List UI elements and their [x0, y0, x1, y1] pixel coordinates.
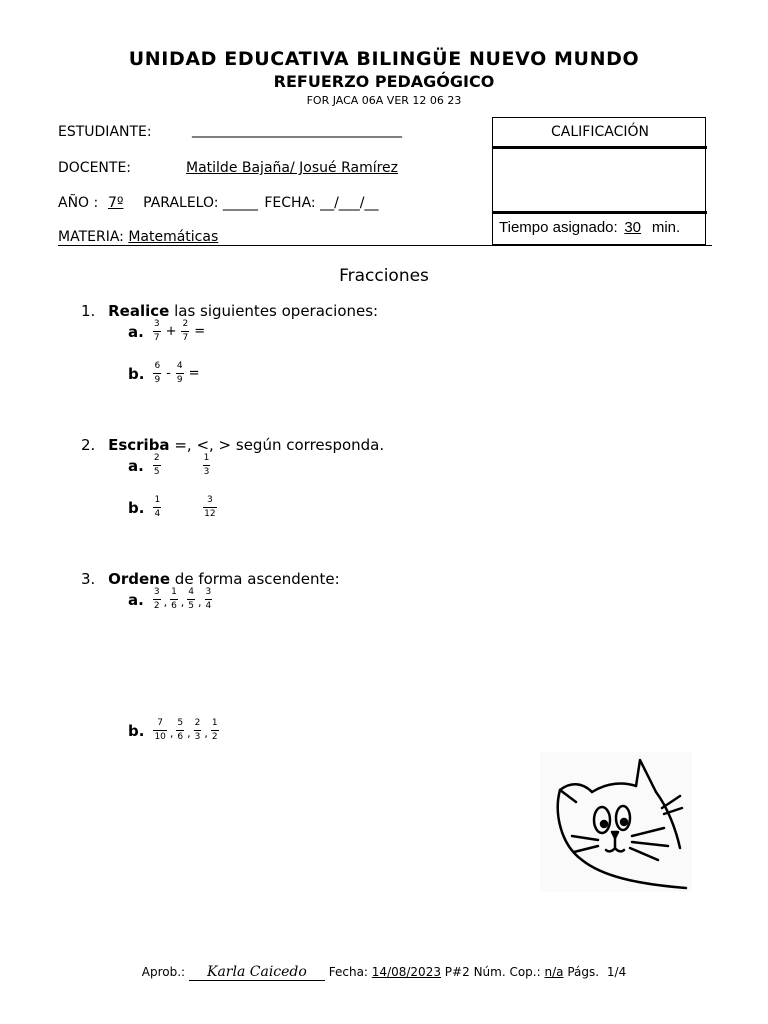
approved-signature: Karla Caicedo — [189, 964, 325, 981]
question-number: 2. — [81, 436, 96, 454]
grade-divider-bottom — [493, 211, 707, 214]
question-1 — [81, 302, 378, 320]
copies-value: n/a — [544, 965, 564, 979]
fraction: $\frac{3}{7}$ — [153, 319, 160, 343]
year-label: AÑO : — [58, 195, 99, 211]
item-letter: b. — [128, 721, 145, 740]
parallel-label: PARALELO: — [143, 195, 219, 211]
q2-item-b — [128, 496, 218, 519]
time-label: Tiempo asignado: — [499, 219, 618, 236]
q2-item-a — [128, 454, 211, 477]
subject-value: Matemáticas — [128, 229, 219, 245]
fraction: $\frac{3}{2}$ — [153, 587, 160, 611]
fraction: $\frac{4}{5}$ — [188, 587, 195, 611]
document-code: FOR JACA 06A VER 12 06 23 — [306, 94, 462, 107]
question-verb: Ordene — [108, 570, 171, 588]
fraction: $\frac{6}{9}$ — [154, 361, 161, 385]
fraction: $\frac{1}{3}$ — [203, 453, 210, 477]
grade-box — [492, 117, 706, 245]
question-number: 1. — [81, 302, 96, 320]
separator: , — [180, 596, 185, 609]
fraction: $\frac{5}{6}$ — [177, 718, 184, 742]
question-3 — [81, 570, 340, 588]
parallel-blank[interactable]: _____ — [222, 195, 258, 211]
question-number: 3. — [81, 570, 96, 588]
grade-divider-top — [493, 146, 707, 149]
date-label: Fecha: — [328, 965, 368, 979]
document-subtitle: REFUERZO PEDAGÓGICO — [273, 72, 495, 91]
fraction: $\frac{3}{12}$ — [204, 495, 216, 519]
student-label: ESTUDIANTE: — [58, 124, 152, 140]
year-row — [58, 195, 379, 211]
pages-value: 1/4 — [606, 965, 627, 979]
equals-sign: = — [188, 366, 200, 381]
fraction: $\frac{1}{2}$ — [211, 718, 218, 742]
cat-illustration — [540, 752, 692, 892]
question-verb: Escriba — [108, 436, 170, 454]
approved-label: Aprob.: — [141, 965, 186, 979]
copies-label: Núm. Cop.: — [473, 965, 541, 979]
footer — [0, 964, 768, 981]
q1-item-a — [128, 320, 209, 343]
separator: , — [169, 727, 174, 740]
item-letter: b. — [128, 498, 145, 517]
separator: , — [163, 596, 168, 609]
fraction: $\frac{2}{7}$ — [182, 319, 189, 343]
fraction: $\frac{3}{4}$ — [205, 587, 212, 611]
time-unit: min. — [651, 219, 681, 236]
question-text: =, <, > según corresponda. — [174, 436, 385, 454]
date-blank[interactable]: __/___/__ — [320, 195, 379, 211]
subject-label: MATERIA: — [58, 229, 124, 245]
fraction: $\frac{4}{9}$ — [176, 361, 183, 385]
time-value: 30 — [624, 219, 642, 236]
operator: + — [165, 324, 177, 339]
subject-row — [58, 229, 218, 245]
fraction: $\frac{7}{10}$ — [154, 718, 166, 742]
cat-drawing — [540, 752, 692, 892]
q3-item-b — [128, 719, 220, 742]
fraction: $\frac{1}{6}$ — [171, 587, 177, 611]
topic-title: Fracciones — [339, 266, 429, 286]
question-verb: Realice — [108, 302, 170, 320]
date-value: 14/08/2023 — [371, 965, 441, 979]
date-label: FECHA: — [264, 195, 316, 211]
teacher-label: DOCENTE: — [58, 160, 132, 176]
time-allotted — [499, 219, 680, 236]
item-letter: a. — [128, 456, 144, 475]
fraction: $\frac{1}{4}$ — [154, 495, 161, 519]
page-code: P#2 — [444, 965, 470, 979]
q3-item-a — [128, 588, 213, 611]
equals-sign: = — [194, 324, 206, 339]
school-name: UNIDAD EDUCATIVA BILINGÜE NUEVO MUNDO — [128, 48, 640, 70]
fraction: $\frac{2}{3}$ — [194, 718, 201, 742]
header-rule — [58, 245, 712, 246]
operator: - — [166, 366, 171, 381]
grade-label: CALIFICACIÓN — [551, 124, 649, 140]
question-text: las siguientes operaciones: — [174, 302, 379, 320]
separator: , — [187, 727, 191, 740]
separator: , — [204, 727, 208, 740]
separator: , — [198, 596, 202, 609]
question-text: de forma ascendente: — [174, 570, 340, 588]
student-blank[interactable]: ______________________________ — [192, 122, 402, 138]
teacher-value: Matilde Bajaña/ Josué Ramírez — [186, 160, 399, 176]
fraction: $\frac{2}{5}$ — [153, 453, 160, 477]
item-letter: b. — [128, 364, 145, 383]
item-letter: a. — [128, 322, 144, 341]
q1-item-b — [128, 362, 204, 385]
year-value: 7º — [107, 195, 124, 211]
item-letter: a. — [128, 590, 144, 609]
question-2 — [81, 436, 384, 454]
pages-label: Págs. — [567, 965, 600, 979]
